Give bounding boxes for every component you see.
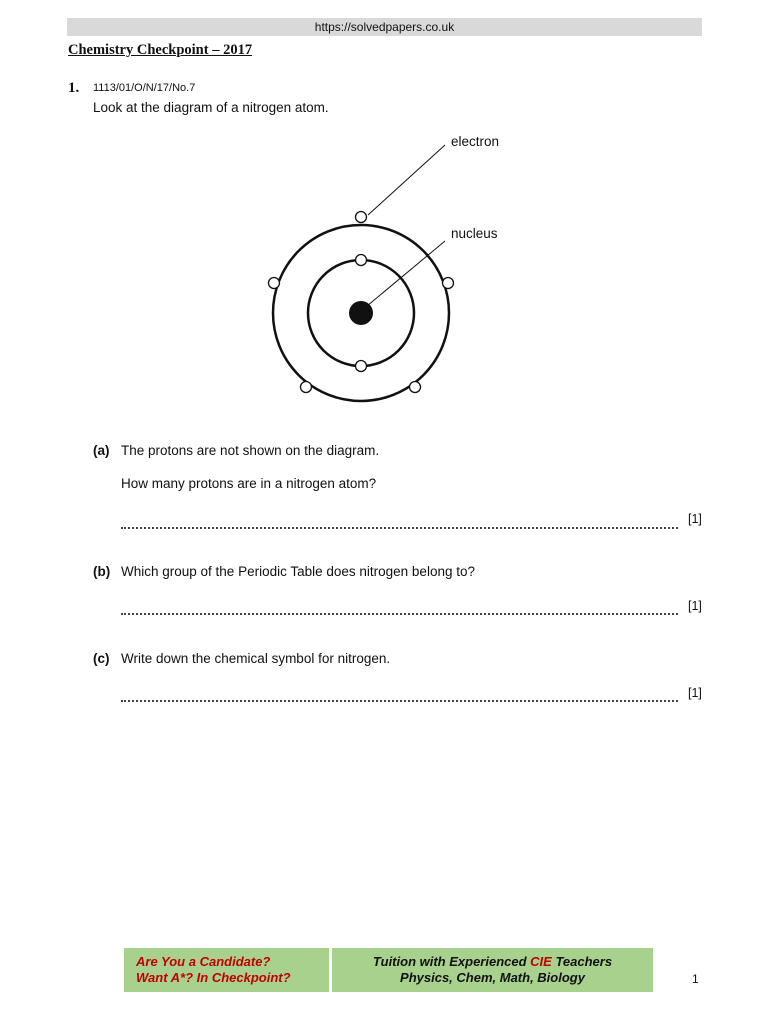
page-number: 1 bbox=[692, 972, 699, 986]
electron bbox=[269, 278, 280, 289]
electron bbox=[410, 382, 421, 393]
part-b-marks: [1] bbox=[688, 599, 702, 613]
footer-checkpoint-line: Want A*? In Checkpoint? bbox=[136, 970, 291, 985]
nitrogen-atom-diagram bbox=[255, 125, 515, 415]
source-url-header: https://solvedpapers.co.uk bbox=[67, 18, 702, 36]
footer-tuition-banner bbox=[332, 948, 653, 992]
part-c-marks: [1] bbox=[688, 686, 702, 700]
electron-label: electron bbox=[451, 134, 500, 149]
footer-candidate-line: Are You a Candidate? bbox=[136, 954, 271, 969]
document-title: Chemistry Checkpoint – 2017 bbox=[68, 42, 253, 58]
electron-pointer-line bbox=[368, 145, 445, 215]
part-a-question: How many protons are in a nitrogen atom? bbox=[121, 476, 377, 491]
nucleus-label: nucleus bbox=[451, 226, 498, 241]
electron bbox=[443, 278, 454, 289]
electron bbox=[356, 212, 367, 223]
part-b-question: Which group of the Periodic Table does nitrogen belong to? bbox=[121, 564, 475, 579]
part-c-answer-line[interactable] bbox=[121, 700, 678, 702]
question-intro: Look at the diagram of a nitrogen atom. bbox=[93, 100, 329, 115]
footer-subjects-line: Physics, Chem, Math, Biology bbox=[400, 970, 585, 985]
electron bbox=[356, 361, 367, 372]
part-b-answer-line[interactable] bbox=[121, 613, 678, 615]
part-b-letter: (b) bbox=[93, 564, 111, 579]
electron bbox=[301, 382, 312, 393]
footer-candidate-banner bbox=[124, 948, 329, 992]
footer-tuition-line: Tuition with Experienced CIE Teachers bbox=[372, 954, 613, 969]
part-a-letter: (a) bbox=[93, 443, 110, 458]
cie-highlight: CIE bbox=[530, 954, 552, 969]
part-c-letter: (c) bbox=[93, 651, 110, 666]
nucleus-pointer-line bbox=[367, 241, 445, 306]
part-a-answer-line[interactable] bbox=[121, 527, 678, 529]
question-reference: 1113/01/O/N/17/No.7 bbox=[93, 82, 196, 94]
question-number: 1. bbox=[68, 80, 80, 96]
electron bbox=[356, 255, 367, 266]
part-a-marks: [1] bbox=[688, 512, 702, 526]
part-c-question: Write down the chemical symbol for nitrogen. bbox=[121, 651, 391, 666]
part-a-statement: The protons are not shown on the diagram. bbox=[121, 443, 380, 458]
